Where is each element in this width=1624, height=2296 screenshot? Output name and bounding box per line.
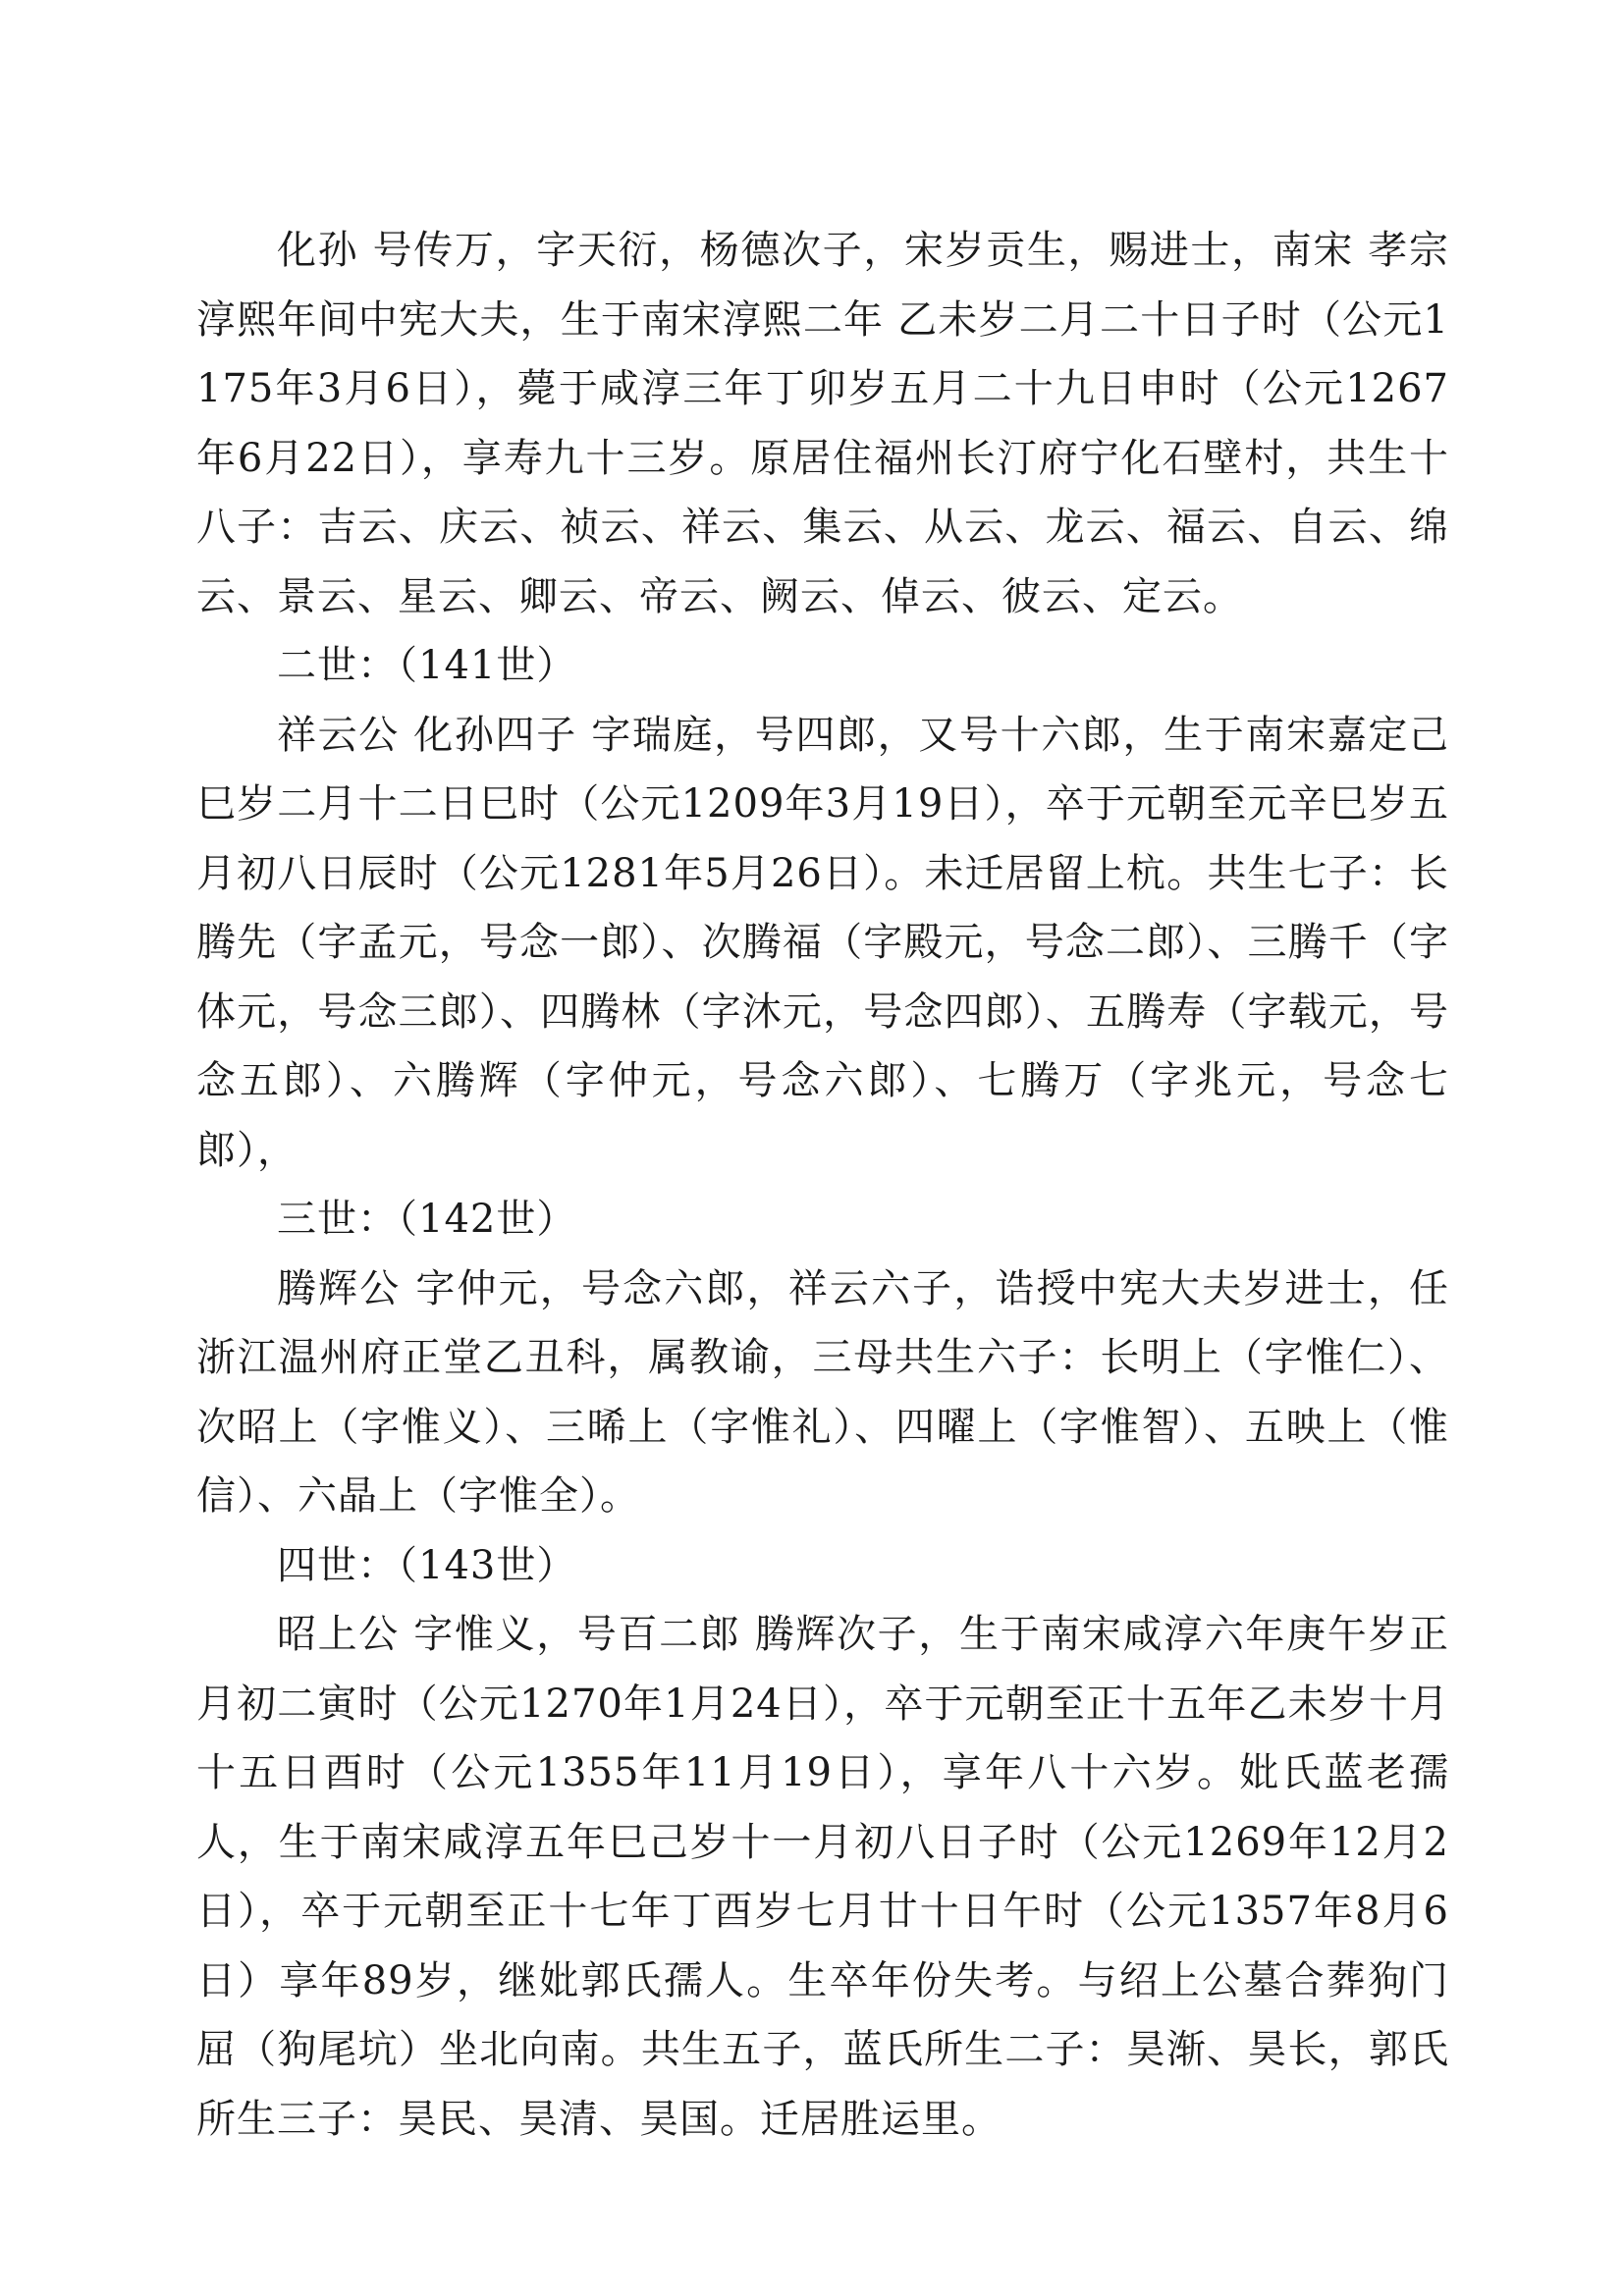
document-page bbox=[196, 216, 1449, 2154]
paragraph-huasun: 化孙 号传万，字天衍，杨德次子，宋岁贡生，赐进士，南宋 孝宗 淳熙年间中宪大夫，生于南宋淳熙二年 乙未岁二月二十日子时（公元1175年3月6日），薨于咸淳三年丁卯岁五月二十九日申时（公元1267年6月22日），享寿九十三岁。原居住福州长汀府宁化石壁村，共生十八子：吉云、庆云、祯云、祥云、集云、从云、龙云、福云、自云、绵云、景云、星云、卿云、帝云、阙云、倬云、彼云、定云。 bbox=[196, 228, 1449, 619]
paragraph-tenghui: 腾辉公 字仲元，号念六郎，祥云六子，诰授中宪大夫岁进士，任浙江温州府正堂乙丑科，属教谕，三母共生六子：长明上（字惟仁）、次昭上（字惟义）、三晞上（字惟礼）、四曜上（字惟智）、五映上（惟信）、六晶上（字惟全）。 bbox=[196, 1265, 1449, 1519]
paragraph-xiangyun: 祥云公 化孙四子 字瑞庭，号四郎，又号十六郎，生于南宋嘉定己巳岁二月十二日巳时（公元1209年3月19日），卒于元朝至元辛巳岁五月初八日辰时（公元1281年5月26日）。未迁居留上杭。共生七子：长腾先（字孟元，号念一郎）、次腾福（字殿元，号念二郎）、三腾千（字体元，号念三郎）、四腾林（字沐元，号念四郎）、五腾寿（字载元，号念五郎）、六腾辉（字仲元，号念六郎）、七腾万（字兆元，号念七郎）， bbox=[196, 712, 1449, 1173]
heading-generation-2: 二世：（141世） bbox=[277, 643, 577, 688]
heading-generation-4: 四世：（143世） bbox=[277, 1542, 577, 1588]
paragraph-zhaoshang: 昭上公 字惟义，号百二郎 腾辉次子，生于南宋咸淳六年庚午岁正月初二寅时（公元1270年1月24日），卒于元朝至正十五年乙未岁十月十五日酉时（公元1355年11月19日），享年八十六岁。妣氏蓝老孺人，生于南宋咸淳五年巳己岁十一月初八日子时（公元1269年12月2日），卒于元朝至正十七年丁酉岁七月廿十日午时（公元1357年8月6日）享年89岁，继妣郭氏孺人。生卒年份失考。与绍上公墓合葬狗门屈（狗尾坑）坐北向南。共生五子，蓝氏所生二子：昊渐、昊长，郭氏所生三子：昊民、昊清、昊国。迁居胜运里。 bbox=[196, 1612, 1449, 2142]
heading-generation-3: 三世：（142世） bbox=[277, 1197, 577, 1242]
